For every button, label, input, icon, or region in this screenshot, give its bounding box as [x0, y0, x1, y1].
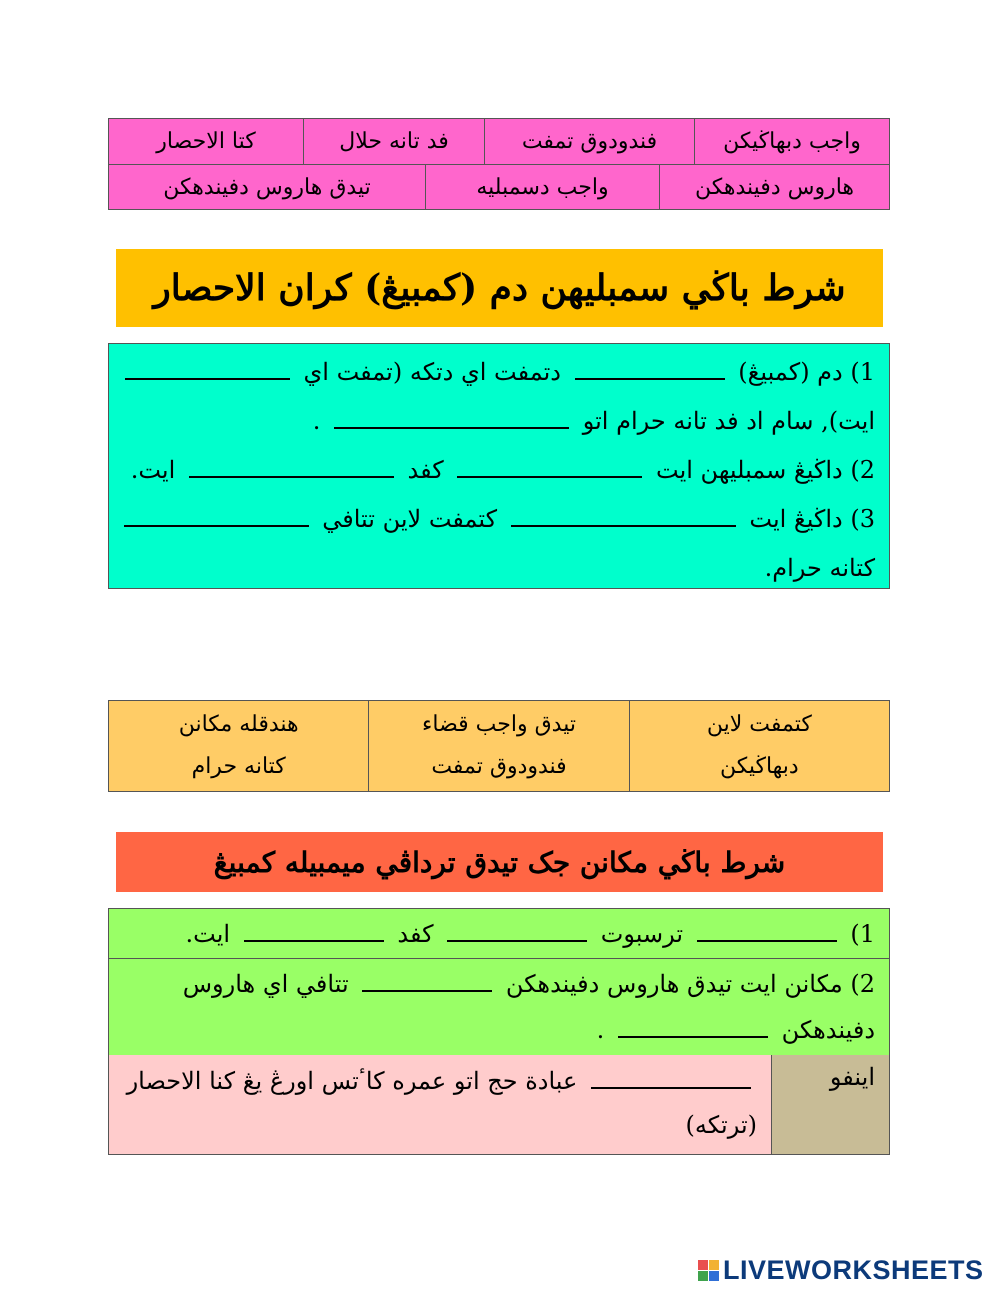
word-chip[interactable]: تيدق واجب قضاء [422, 712, 576, 737]
word-chip[interactable]: فندودوق تمفت [431, 754, 567, 779]
question-block-2 [108, 908, 890, 1155]
question-text: 3) داڬيڠ ايت [749, 505, 875, 533]
logo-icon [698, 1260, 719, 1281]
question-text: ايت. [130, 456, 176, 484]
word-bank-column [109, 701, 368, 791]
question-text: ايت), سام اد فد تانه حرام اتو [582, 407, 875, 435]
logo-square [709, 1260, 719, 1270]
logo-square [698, 1260, 708, 1270]
question-text: عبادة حج اتو عمره کاٴتس اورڠ يڠ کنا الاحصار [126, 1067, 578, 1095]
word-bank-top [108, 118, 890, 210]
word-chip[interactable]: کتانه حرام [191, 754, 286, 779]
word-chip[interactable]: کتا الاحصار [156, 129, 256, 154]
info-text [109, 1055, 771, 1154]
word-chip[interactable]: هاروس دفيندهکن [659, 165, 889, 210]
logo-square [698, 1271, 708, 1281]
question-block-1 [108, 343, 890, 589]
info-row [109, 1055, 889, 1154]
answer-blank[interactable] [334, 399, 569, 429]
question-text: تتافي اي هاروس [182, 970, 349, 998]
word-chip[interactable]: تيدق هاروس دفيندهکن [163, 175, 371, 200]
question-text: دفيندهکن [781, 1016, 875, 1044]
answer-blank[interactable] [189, 448, 394, 478]
word-chip[interactable]: دبهاڬيکن [719, 754, 799, 779]
word-bank-row [109, 164, 889, 210]
logo-square [709, 1271, 719, 1281]
question-line [123, 495, 875, 544]
section-title-2: شرط باڬي مکانن جک تيدق ترداڤي ميمبيله کمبيڠ [116, 832, 883, 892]
question-line [123, 348, 875, 397]
question-text: (ترتکه) [685, 1111, 757, 1139]
answer-blank[interactable] [447, 912, 587, 942]
word-chip[interactable]: واجب دبهاڬيکن [694, 119, 889, 164]
question-text: کتمفت لاين تتافي [322, 505, 498, 533]
word-chip[interactable]: فد تانه حلال [303, 119, 484, 164]
question-text: 1) دم (کمبيڠ) [738, 358, 875, 386]
answer-blank[interactable] [618, 1008, 768, 1038]
question-text: کفد [407, 456, 444, 484]
liveworksheets-logo [698, 1256, 984, 1284]
question-text: 2) مکانن ايت تيدق هاروس دفيندهکن [505, 970, 875, 998]
answer-blank[interactable] [244, 912, 384, 942]
word-bank-column [629, 701, 889, 791]
question-text: . [312, 407, 321, 435]
question-line [123, 397, 875, 446]
logo-text: LIVEWORKSHEETS [723, 1254, 984, 1285]
answer-blank[interactable] [575, 350, 725, 380]
question-text: دتمفت اي دتکه (تمفت اي [303, 358, 561, 386]
question-text: . [596, 1016, 605, 1044]
question-text: 2) داڬيڠ سمبليهن ايت [656, 456, 875, 484]
answer-blank[interactable] [457, 448, 642, 478]
word-chip[interactable]: کتمفت لاين [706, 712, 812, 737]
question-text: 1) [850, 920, 875, 948]
section-title-1: شرط باڬي سمبليهن دم (کمبيڠ) کران الاحصار [116, 249, 883, 327]
question-line [109, 909, 889, 959]
word-bank-bottom [108, 700, 890, 792]
word-bank-column [368, 701, 628, 791]
word-bank-row [109, 119, 889, 164]
answer-blank[interactable] [591, 1059, 751, 1089]
answer-blank[interactable] [362, 962, 492, 992]
question-line: کتانه حرام. [764, 554, 875, 582]
question-text: ترسبوت [600, 920, 684, 948]
question-line [109, 959, 889, 1055]
question-text: کفد [397, 920, 434, 948]
question-line [123, 446, 875, 495]
answer-blank[interactable] [125, 350, 290, 380]
answer-blank[interactable] [124, 497, 309, 527]
info-label: اينفو [771, 1055, 889, 1154]
answer-blank[interactable] [697, 912, 837, 942]
question-text: ايت. [185, 920, 231, 948]
word-chip[interactable]: واجب دسمبليه [425, 165, 659, 210]
answer-blank[interactable] [511, 497, 736, 527]
word-chip[interactable]: هندقله مکانن [178, 712, 299, 737]
word-chip[interactable]: فندودوق تمفت [484, 119, 694, 164]
